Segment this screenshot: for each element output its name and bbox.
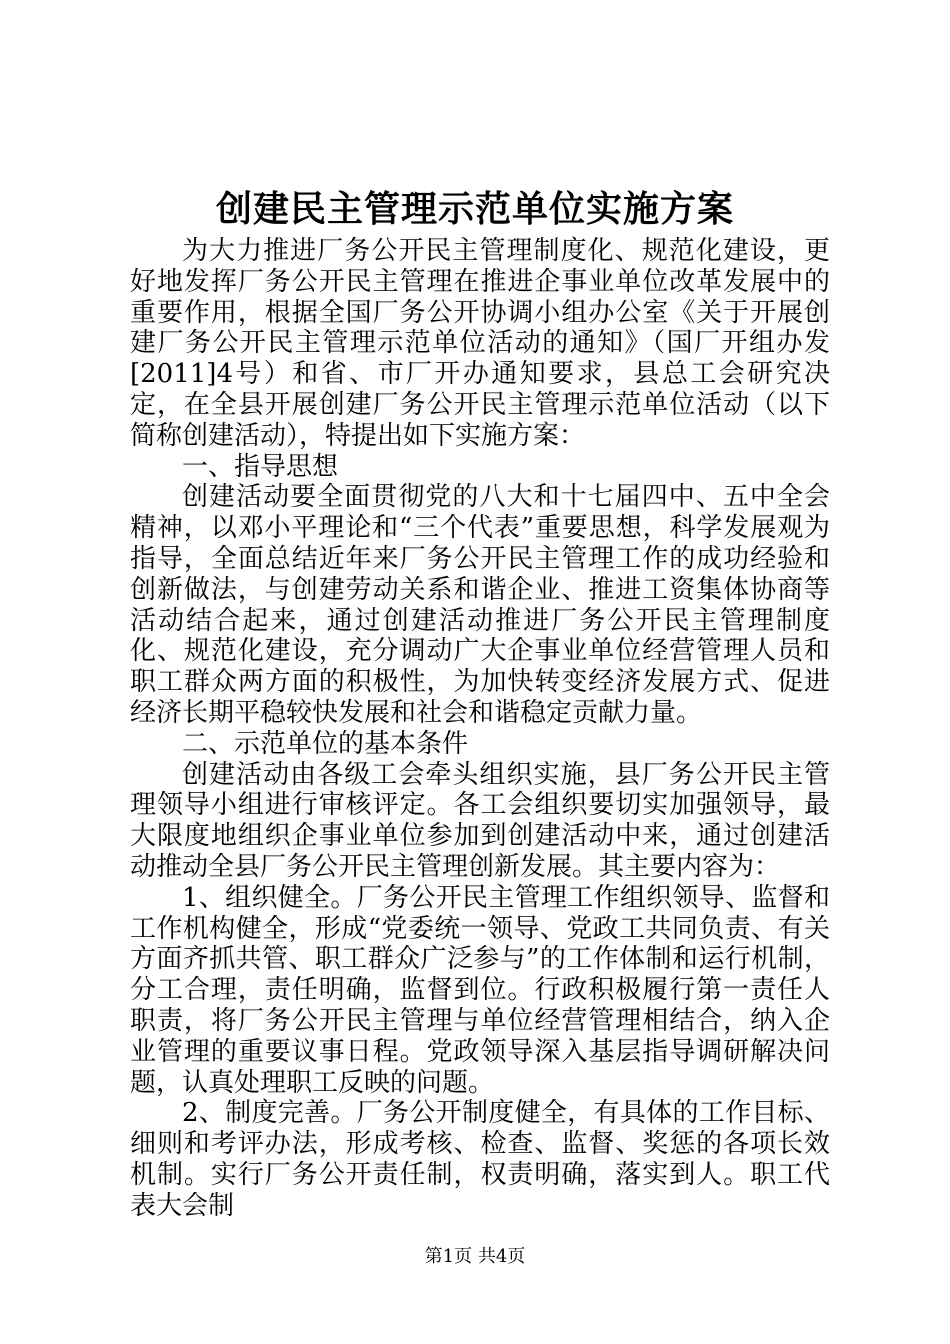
section-heading-basic-conditions: 二、示范单位的基本条件 — [182, 728, 469, 759]
guiding-ideology-paragraph: 创建活动要全面贯彻党的八大和十七届四中、五中全会精神，以邓小平理论和“三个代表”重要思想，科学发展观为指导，全面总结近年来厂务公开民主管理工作的成功经验和创新做法，与创建劳动关系和谐企业、推进工资集体协商等活动结合起来，通过创建活动推进厂务公开民主管理制度化、规范化建设，充分调动广大企事业单位经营管理人员和职工群众两方面的积极性，为加快转变经济发展方式、促进经济长期平稳较快发展和社会和谐稳定贡献力量。 — [130, 482, 830, 728]
page-number-footer: 第1页 共4页 — [424, 1246, 526, 1267]
item-system-paragraph: 2、制度完善。厂务公开制度健全，有具体的工作目标、细则和考评办法，形成考核、检查、监督、奖惩的各项长效机制。实行厂务公开责任制，权责明确，落实到人。职工代表大会制 — [130, 1098, 830, 1221]
basic-conditions-paragraph: 创建活动由各级工会牵头组织实施，县厂务公开民主管理领导小组进行审核评定。各工会组织要切实加强领导，最大限度地组织企事业单位参加到创建活动中来，通过创建活动推动全县厂务公开民主管理创新发展。其主要内容为： — [130, 759, 830, 882]
document-title: 创建民主管理示范单位实施方案 — [215, 188, 734, 230]
section-heading-guiding-ideology: 一、指导思想 — [182, 451, 339, 482]
intro-paragraph: 为大力推进厂务公开民主管理制度化、规范化建设，更好地发挥厂务公开民主管理在推进企事业单位改革发展中的重要作用，根据全国厂务公开协调小组办公室《关于开展创建厂务公开民主管理示范单位活动的通知》（国厂开组办发[2011]4号）和省、市厂开办通知要求，县总工会研究决定，在全县开展创建厂务公开民主管理示范单位活动（以下简称创建活动），特提出如下实施方案： — [130, 236, 830, 451]
item-organization-paragraph: 1、组织健全。厂务公开民主管理工作组织领导、监督和工作机构健全，形成“党委统一领导、党政工共同负责、有关方面齐抓共管、职工群众广泛参与”的工作体制和运行机制，分工合理，责任明确，监督到位。行政积极履行第一责任人职责，将厂务公开民主管理与单位经营管理相结合，纳入企业管理的重要议事日程。党政领导深入基层指导调研解决问题，认真处理职工反映的问题。 — [130, 882, 830, 1098]
document-body — [130, 236, 830, 1222]
